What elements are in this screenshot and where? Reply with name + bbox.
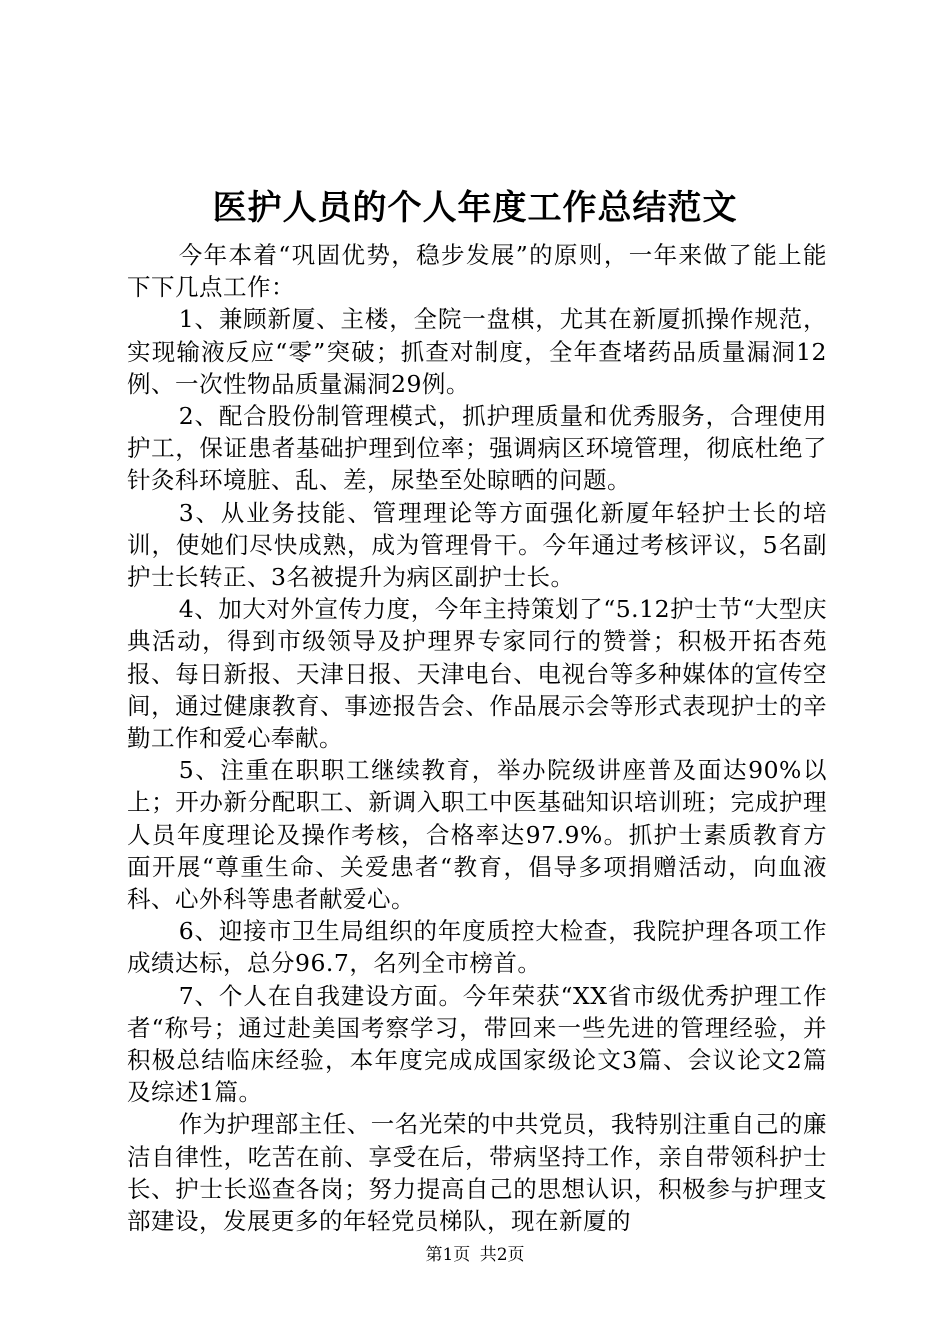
page-footer xyxy=(0,1243,950,1267)
paragraph-item-3: 3、从业务技能、管理理论等方面强化新厦年轻护士长的培训，使她们尽快成熟，成为管理骨干。今年通过考核评议，5名副护士长转正、3名被提升为病区副护士长。 xyxy=(127,498,827,592)
document-title: 医护人员的个人年度工作总结范文 xyxy=(212,188,738,228)
paragraph-item-2: 2、配合股份制管理模式，抓护理质量和优秀服务，合理使用护工，保证患者基础护理到位率；强调病区环境管理，彻底杜绝了针灸科环境脏、乱、差，尿垫至处晾晒的问题。 xyxy=(127,402,827,495)
paragraph-item-6: 6、迎接市卫生局组织的年度质控大检查，我院护理各项工作成绩达标，总分96.7，名列全市榜首。 xyxy=(127,917,827,978)
paragraph-closing: 作为护理部主任、一名光荣的中共党员，我特别注重自己的廉洁自律性，吃苦在前、享受在后，带病坚持工作，亲自带领科护士长、护士长巡查各岗；努力提高自己的思想认识，积极参与护理支部建设，发展更多的年轻党员梯队，现在新厦的 xyxy=(127,1110,827,1236)
paragraph-item-7: 7、个人在自我建设方面。今年荣获“XX省市级优秀护理工作者“称号；通过赴美国考察学习，带回来一些先进的管理经验，并积极总结临床经验，本年度完成成国家级论文3篇、会议论文2篇及综述1篇。 xyxy=(127,981,827,1107)
page-number-total: 共2页 xyxy=(479,1245,525,1265)
document-body xyxy=(127,239,827,1237)
page-number-current: 第1页 xyxy=(425,1245,471,1265)
paragraph-item-1: 1、兼顾新厦、主楼，全院一盘棋，尤其在新厦抓操作规范，实现输液反应“零”突破；抓查对制度，全年查堵药品质量漏洞12例、一次性物品质量漏洞29例。 xyxy=(127,305,827,398)
paragraph-item-5: 5、注重在职职工继续教育，举办院级讲座普及面达90%以上；开办新分配职工、新调入职工中医基础知识培训班；完成护理人员年度理论及操作考核，合格率达97.9%。抓护士素质教育方面开展“尊重生命、关爱患者“教育，倡导多项捐赠活动，向血液科、心外科等患者献爱心。 xyxy=(127,756,827,914)
paragraph-item-4: 4、加大对外宣传力度，今年主持策划了“5.12护士节“大型庆典活动，得到市级领导及护理界专家同行的赞誉；积极开拓杏苑报、每日新报、天津日报、天津电台、电视台等多种媒体的宣传空间，通过健康教育、事迹报告会、作品展示会等形式表现护士的辛勤工作和爱心奉献。 xyxy=(127,595,827,753)
paragraph-intro: 今年本着“巩固优势，稳步发展”的原则，一年来做了能上能下下几点工作： xyxy=(127,241,827,302)
